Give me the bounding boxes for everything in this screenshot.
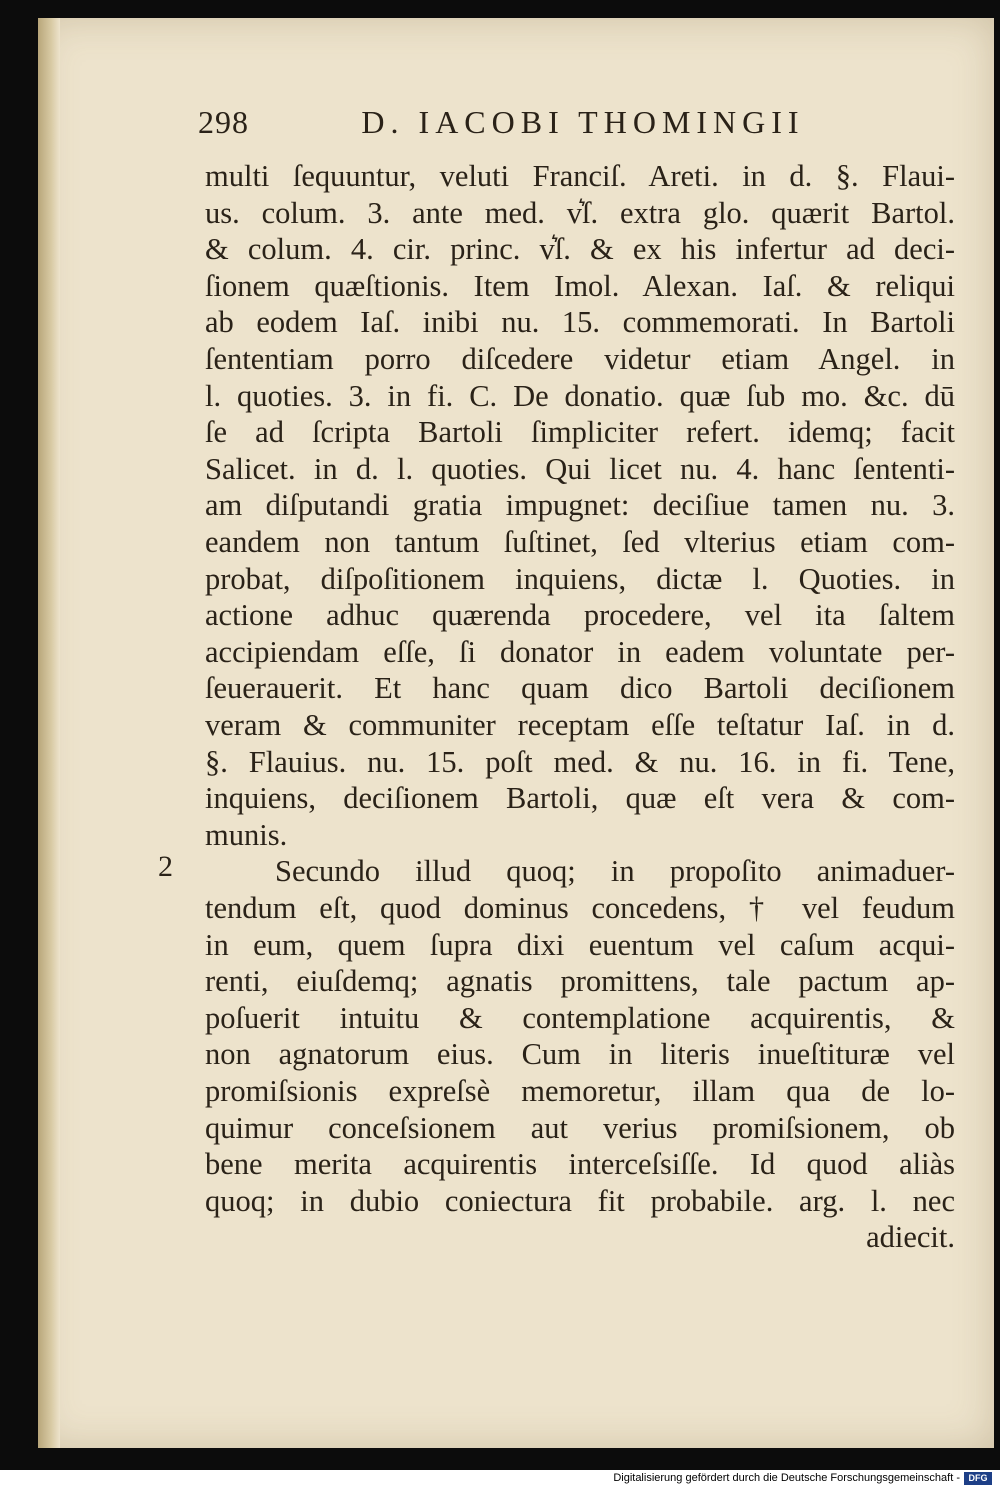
text-line: actione adhuc quærenda procedere, vel ita ſaltem [205, 598, 955, 633]
text-line: ſe ad ſcripta Bartoli ſimpliciter refert. idemq; facit [205, 415, 955, 450]
page-number: 298 [198, 104, 249, 140]
text-line: Secundo illud quoq; in propoſito animaduer- [275, 854, 955, 889]
header-title: D. IACOBI THOMINGII [361, 104, 805, 140]
text-line: renti, eiuſdemq; agnatis promittens, tale pactum ap- [205, 964, 955, 999]
text-line: tendum eſt, quod dominus concedens, † vel feudum [205, 891, 955, 925]
text-line: bene merita acquirentis interceſsiſſe. Id quod aliàs [205, 1147, 955, 1182]
text-line: §. Flauius. nu. 15. poſt med. & nu. 16. in fi. Tene, [205, 744, 955, 779]
text-line: quimur conceſsionem aut verius promiſsionem, ob [205, 1110, 955, 1145]
margin-number: 2 [158, 850, 173, 883]
text-line: ab eodem Iaſ. inibi nu. 15. commemorati. In Bartoli [205, 305, 955, 340]
text-line: multi ſequuntur, veluti Franciſ. Areti. in d. §. Flaui- [205, 159, 955, 193]
text-line: Salicet. in d. l. quoties. Qui licet nu. 4. hanc ſententi- [205, 451, 955, 486]
text-line: inquiens, deciſionem Bartoli, quæ eſt vera & com- [205, 781, 955, 816]
page-gutter [38, 18, 60, 1448]
text-line: ſionem quæſtionis. Item Imol. Alexan. Iaſ. & reliqui [205, 268, 955, 303]
text-line: non agnatorum eius. Cum in literis inueſtituræ vel [205, 1037, 955, 1072]
text-line: am diſputandi gratia impugnet: deciſiue tamen nu. 3. [205, 488, 955, 523]
text-line: quoq; in dubio coniectura fit probabile. arg. l. nec [205, 1183, 955, 1218]
text-line: probat, diſpoſitionem inquiens, dictæ l. Quoties. in [205, 561, 955, 596]
text-line: l. quoties. 3. in fi. C. De donatio. quæ ſub mo. &c. dū [205, 378, 955, 413]
funding-credit: Digitalisierung gefördert durch die Deutsche Forschungsgemeinschaft - [613, 1472, 960, 1484]
dfg-logo-icon: DFG [964, 1472, 992, 1485]
text-line: us. colum. 3. ante med. v͛ſ. extra glo. quærit Bartol. [205, 195, 955, 230]
text-line: & colum. 4. cir. princ. v͛ſ. & ex his infertur ad deci- [205, 232, 955, 267]
text-line: accipiendam eſſe, ſi donator in eadem voluntate per- [205, 634, 955, 669]
text-line: in eum, quem ſupra dixi euentum vel caſum acqui- [205, 927, 955, 962]
text-line: eandem non tantum ſuſtinet, ſed vlterius etiam com- [205, 525, 955, 559]
text-line: promiſsionis expreſsè memoretur, illam qua de lo- [205, 1074, 955, 1108]
text-line: poſuerit intuitu & contemplatione acquirentis, & [205, 1000, 955, 1035]
text-line: ſententiam porro diſcedere videtur etiam Angel. in [205, 342, 955, 376]
text-line: munis. [205, 817, 288, 852]
text-line: ſeuerauerit. Et hanc quam dico Bartoli deciſionem [205, 671, 955, 706]
text-line: veram & communiter receptam eſſe teſtatur Iaſ. in d. [205, 708, 955, 742]
text-line: adiecit. [866, 1220, 955, 1255]
running-head [198, 104, 938, 144]
